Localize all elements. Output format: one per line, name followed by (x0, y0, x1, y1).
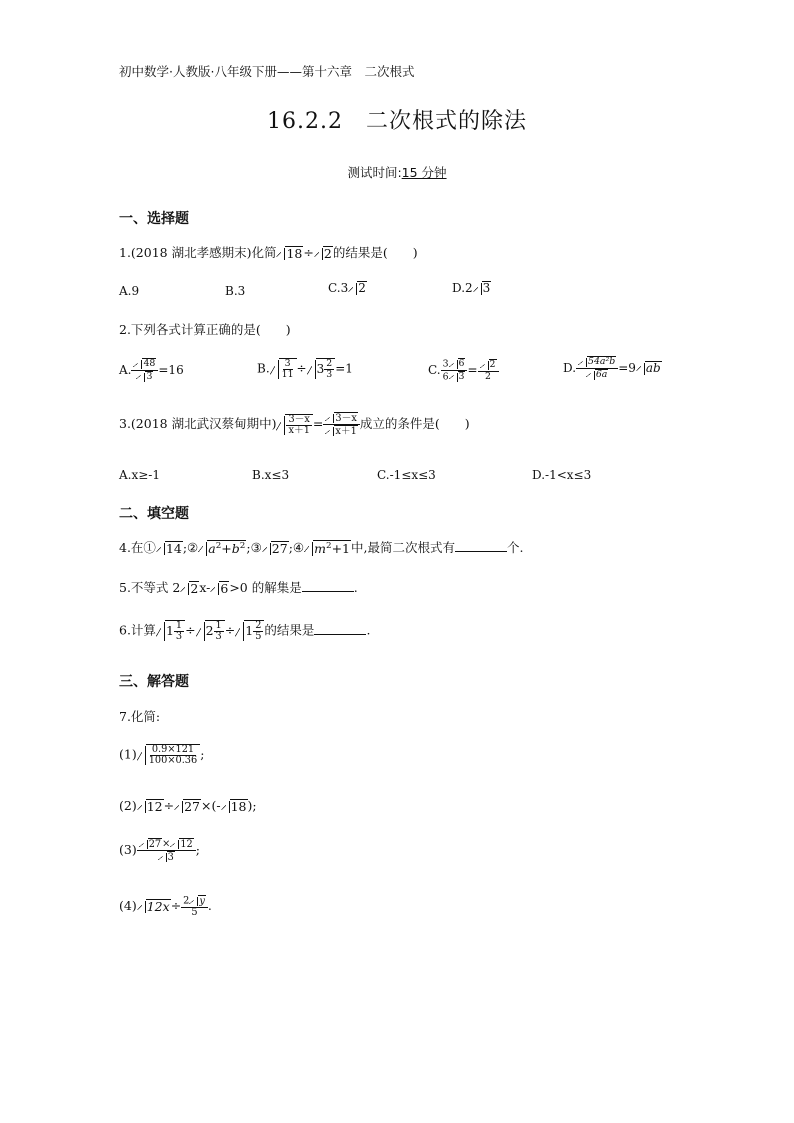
section-choice: 一、选择题 (119, 211, 189, 227)
q2-option-d: D. $\frac{\text{54a²b}}{6a}$ =9 ab (563, 356, 661, 380)
q4-answer-blank[interactable] (455, 539, 507, 552)
q5-answer-blank[interactable] (302, 579, 354, 592)
test-time (0, 163, 794, 181)
q1-option-a: A.9 (119, 284, 140, 298)
page-title: 16.2.2 二次根式的除法 (267, 109, 527, 134)
q2-option-b: B. $\frac{3}{11}$ ÷ 3 $\frac{2}{3}$ =1 (257, 358, 353, 380)
q7-part-1: (1) $\frac{0.9\times 121}{100\times 0.36}$ ; (119, 744, 205, 767)
q2-option-c: C. $\frac{3 6}{6 3}$ = $\frac{2}{2}$ (428, 358, 499, 383)
q3-option-c: C.-1≤x≤3 (377, 468, 436, 482)
q2-option-a: A. $\frac{48}{3}$ =16 (119, 358, 184, 382)
question-5: 5.不等式 2 2x- 6>0 的解集是 . (119, 580, 358, 596)
q3-option-b: B.x≤3 (252, 468, 290, 482)
question-1 (119, 243, 418, 261)
q3-option-d: D.-1<x≤3 (532, 468, 592, 482)
q1-stem-before: 1.(2018 湖北孝感期末)化简 (119, 245, 277, 260)
test-time-value: 15 分钟 (401, 165, 447, 180)
q1-stem-after: 的结果是( ) (332, 245, 418, 260)
q1-option-c: C.3 2 (328, 281, 366, 296)
q3-option-a: A.x≥-1 (119, 468, 160, 482)
section-answer: 三、解答题 (119, 674, 189, 690)
question-4: 4.在① 14;② $a^2+b^2;③$ 27;④ $m^2+1$中,最简二次根式有 个. (119, 540, 524, 557)
q7-part-2: (2) 12÷ 27×(- 18); (119, 798, 257, 814)
q1-sqrt-b: 2 (314, 246, 333, 261)
q7-part-3: (3) $\frac{27\times 12}{3}$ ; (119, 838, 200, 864)
q1-option-b: B.3 (225, 284, 246, 298)
question-6: 6.计算 1 $\frac{1}{3}$ ÷ 2 $\frac{1}{3}$ ÷ 1 $\frac{2}{5}$ 的结果是 . (119, 620, 371, 643)
question-2: 2.下列各式计算正确的是( ) (119, 322, 291, 337)
q6-answer-blank[interactable] (314, 622, 366, 635)
section-fill: 二、填空题 (119, 506, 189, 522)
page-header: 初中数学·人教版·八年级下册——第十六章 二次根式 (119, 64, 415, 79)
q1-sqrt-a: 18 (276, 246, 303, 261)
q1-option-d: D.2 3 (452, 281, 491, 296)
test-time-label: 测试时间: (347, 165, 402, 180)
question-7: 7.化简: (119, 709, 161, 724)
q7-part-4: (4) 12x÷ $\frac{2 y}{5}$ . (119, 895, 212, 919)
question-3: 3.(2018 湖北武汉蔡甸期中) $\frac{3-x}{x+1}$ = $\frac{3-x}{x+1}$ 成立的条件是( ) (119, 413, 470, 438)
q1-divide: ÷ (303, 245, 314, 260)
